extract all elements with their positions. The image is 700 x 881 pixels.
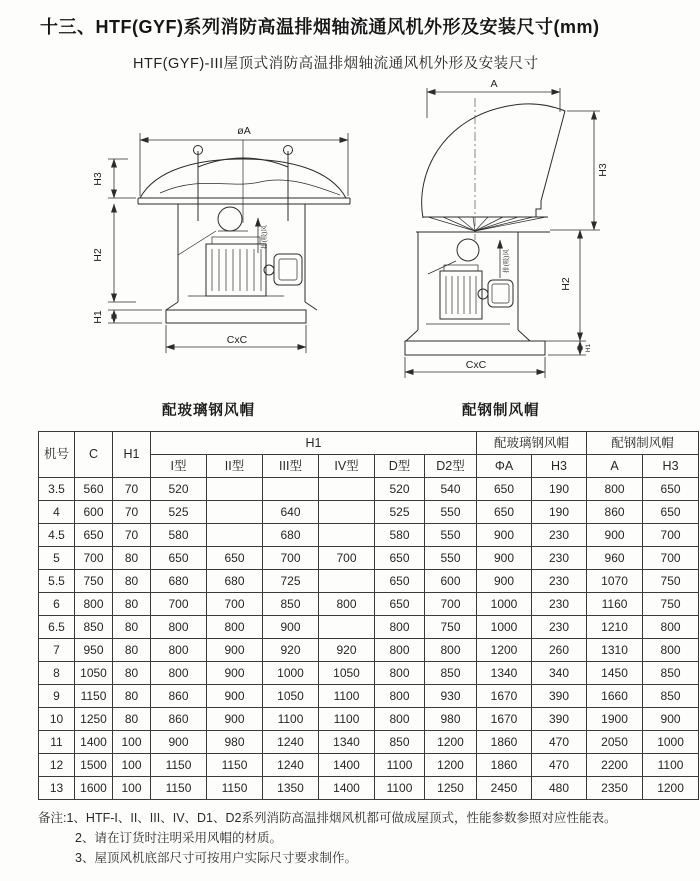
dimension-cell: 800 xyxy=(375,662,425,685)
dimension-cell: 230 xyxy=(532,524,587,547)
dimension-cell: 900 xyxy=(207,639,263,662)
steel-fan-drawing xyxy=(388,78,613,388)
dimension-cell: 800 xyxy=(319,593,375,616)
dimension-cell: 920 xyxy=(319,639,375,662)
dimension-cell xyxy=(319,478,375,501)
dimension-cell: 1250 xyxy=(425,777,477,800)
dimension-cell: 850 xyxy=(375,731,425,754)
fan-size-cell: 5 xyxy=(39,547,75,570)
dimension-cell: 900 xyxy=(643,708,699,731)
header-type-1: I型 xyxy=(151,455,207,478)
airflow-arrow xyxy=(258,218,268,253)
dimension-cell: 800 xyxy=(151,662,207,685)
fan-size-cell: 4.5 xyxy=(39,524,75,547)
dimension-cell: 525 xyxy=(375,501,425,524)
dimension-cell: 520 xyxy=(151,478,207,501)
steel-hood-caption: 配钢制风帽 xyxy=(462,403,540,419)
dimension-cell: 1150 xyxy=(75,685,113,708)
dimension-cell: 1240 xyxy=(263,731,319,754)
dimension-cell: 900 xyxy=(207,662,263,685)
dimension-cell: 80 xyxy=(113,662,151,685)
dimension-cell: 230 xyxy=(532,616,587,639)
header-type-4: IV型 xyxy=(319,455,375,478)
dimension-cell: 1100 xyxy=(375,754,425,777)
dimension-cell: 800 xyxy=(643,616,699,639)
diagram-fiberglass-hood xyxy=(88,103,378,363)
dimension-cell: 80 xyxy=(113,547,151,570)
dimension-cell: 650 xyxy=(151,547,207,570)
dim-label-h1: H1 xyxy=(92,310,104,324)
dimension-cell: 850 xyxy=(263,593,319,616)
table-row xyxy=(39,754,699,777)
dimension-h1-right xyxy=(548,341,592,355)
dimension-cell: 1050 xyxy=(263,685,319,708)
motor xyxy=(440,265,482,319)
dimension-cell: 1200 xyxy=(643,777,699,800)
dimension-cell: 800 xyxy=(375,616,425,639)
dimension-cell: 650 xyxy=(375,570,425,593)
dimension-cell: 650 xyxy=(375,593,425,616)
table-header-row-1 xyxy=(39,432,699,455)
dimension-h1-left xyxy=(92,310,162,324)
dimension-cell xyxy=(319,501,375,524)
header-type-d2: D2型 xyxy=(425,455,477,478)
dimension-cell: 1000 xyxy=(477,593,532,616)
dimension-cell: 1400 xyxy=(319,754,375,777)
dimension-cell: 100 xyxy=(113,777,151,800)
dimension-cell: 860 xyxy=(151,708,207,731)
dimension-cell: 1900 xyxy=(587,708,643,731)
notes-block xyxy=(38,812,678,872)
dimension-phiA xyxy=(140,125,348,196)
dimension-cell: 230 xyxy=(532,593,587,616)
dimension-cell: 700 xyxy=(643,524,699,547)
fiberglass-hood-outline xyxy=(138,140,350,223)
dimension-h2-right xyxy=(522,230,586,341)
dim-label-phiA: øA xyxy=(237,125,251,137)
dimension-cell: 700 xyxy=(75,547,113,570)
dimension-cell: 700 xyxy=(207,593,263,616)
dimension-cell: 800 xyxy=(375,685,425,708)
dimension-cell: 580 xyxy=(375,524,425,547)
dimension-cell: 600 xyxy=(425,570,477,593)
dimension-cell xyxy=(207,501,263,524)
dimension-cell: 850 xyxy=(75,616,113,639)
flow-direction-label: 排(吸)风 xyxy=(503,249,510,273)
header-a-steel: A xyxy=(587,455,643,478)
dimension-cell: 1210 xyxy=(587,616,643,639)
dimension-cell: 1150 xyxy=(207,777,263,800)
dimension-cell: 980 xyxy=(207,731,263,754)
dimension-cell: 640 xyxy=(263,501,319,524)
dimension-cell: 680 xyxy=(151,570,207,593)
header-type-2: II型 xyxy=(207,455,263,478)
dimension-cell: 390 xyxy=(532,708,587,731)
dimension-cell: 100 xyxy=(113,731,151,754)
note-line-1: 备注:1、HTF-I、II、III、IV、D1、D2系列消防高温排烟风机都可做成屋顶式，性能参数参照对应性能表。 xyxy=(38,811,617,825)
table-row xyxy=(39,616,699,639)
dimension-cell: 600 xyxy=(75,501,113,524)
dimension-cell: 800 xyxy=(375,708,425,731)
header-h3-fiberglass: H3 xyxy=(532,455,587,478)
dimension-cell: 750 xyxy=(425,616,477,639)
dimension-A xyxy=(427,78,560,118)
dimension-cell: 1500 xyxy=(75,754,113,777)
dimension-cell: 900 xyxy=(477,547,532,570)
dimension-cell: 470 xyxy=(532,754,587,777)
dimension-cell: 680 xyxy=(207,570,263,593)
dimension-cell: 190 xyxy=(532,501,587,524)
dim-label-cxc: CxC xyxy=(226,334,248,346)
dimension-cell: 850 xyxy=(643,662,699,685)
dimension-cell: 1250 xyxy=(75,708,113,731)
table-row xyxy=(39,478,699,501)
dim-label-h3: H3 xyxy=(92,172,104,186)
dimension-cell: 70 xyxy=(113,478,151,501)
dimension-cell xyxy=(207,524,263,547)
dimension-cell: 1100 xyxy=(263,708,319,731)
dimension-cell: 1310 xyxy=(587,639,643,662)
dimension-cell: 80 xyxy=(113,639,151,662)
dimension-cell: 800 xyxy=(643,639,699,662)
dimension-cell: 540 xyxy=(425,478,477,501)
motor xyxy=(206,237,266,296)
dimension-cell: 550 xyxy=(425,547,477,570)
dimension-cell: 1160 xyxy=(587,593,643,616)
dimension-cell: 750 xyxy=(643,570,699,593)
base-plate xyxy=(405,330,545,355)
dimension-cell: 930 xyxy=(425,685,477,708)
dimension-cell: 1670 xyxy=(477,708,532,731)
dimension-cell: 850 xyxy=(425,662,477,685)
dimension-cell: 860 xyxy=(151,685,207,708)
dimension-cell: 1200 xyxy=(425,731,477,754)
dimension-cell xyxy=(319,570,375,593)
dimension-cell: 1450 xyxy=(587,662,643,685)
header-steel-group: 配钢制风帽 xyxy=(587,432,699,455)
dimension-cell: 900 xyxy=(587,524,643,547)
dimension-cell: 650 xyxy=(477,478,532,501)
dimension-cell: 1200 xyxy=(477,639,532,662)
fan-size-cell: 10 xyxy=(39,708,75,731)
header-h1: H1 xyxy=(113,432,151,478)
dimension-h3-right xyxy=(550,111,609,230)
dimension-cell: 1100 xyxy=(319,685,375,708)
dimension-cell: 1050 xyxy=(319,662,375,685)
dimension-cell: 900 xyxy=(207,685,263,708)
table-row xyxy=(39,501,699,524)
junction-box xyxy=(478,280,513,307)
dimension-h2-left xyxy=(92,204,136,302)
dimension-cell: 700 xyxy=(151,593,207,616)
fan-size-cell: 8 xyxy=(39,662,75,685)
dim-label-A: A xyxy=(490,78,498,90)
dimension-cell: 1400 xyxy=(75,731,113,754)
header-h1-group: H1 xyxy=(151,432,477,455)
fan-body-section xyxy=(178,204,305,302)
dimension-cell: 850 xyxy=(643,685,699,708)
fan-size-cell: 6.5 xyxy=(39,616,75,639)
dimension-cell: 550 xyxy=(425,524,477,547)
note-line-2: 2、请在订货时注明采用风帽的材质。 xyxy=(75,831,282,846)
dimension-cell: 70 xyxy=(113,524,151,547)
fiberglass-hood-caption: 配玻璃钢风帽 xyxy=(162,403,255,419)
dimension-cell: 2200 xyxy=(587,754,643,777)
fan-body-section xyxy=(416,232,550,330)
header-fiberglass-group: 配玻璃钢风帽 xyxy=(477,432,587,455)
page-title: 十三、HTF(GYF)系列消防高温排烟轴流通风机外形及安装尺寸(mm) xyxy=(40,17,600,37)
dim-label-h2: H2 xyxy=(560,277,572,291)
dimension-cell xyxy=(207,478,263,501)
dimension-cell: 650 xyxy=(75,524,113,547)
dimension-cxc-left xyxy=(166,325,306,353)
airflow-arrow xyxy=(500,240,510,278)
dimension-cell: 1100 xyxy=(375,777,425,800)
dimension-cell: 900 xyxy=(207,708,263,731)
dimension-cell: 230 xyxy=(532,547,587,570)
dimension-cell: 650 xyxy=(375,547,425,570)
table-row xyxy=(39,547,699,570)
table-row xyxy=(39,570,699,593)
dimension-cell: 1400 xyxy=(319,777,375,800)
dimension-cell: 860 xyxy=(587,501,643,524)
dimension-cell xyxy=(319,524,375,547)
steel-hood-outline xyxy=(422,98,565,240)
fan-size-cell: 11 xyxy=(39,731,75,754)
dimension-cell: 560 xyxy=(75,478,113,501)
fan-size-cell: 4 xyxy=(39,501,75,524)
dimension-cell: 1860 xyxy=(477,754,532,777)
dimension-cell xyxy=(319,616,375,639)
dimension-cell: 580 xyxy=(151,524,207,547)
dimension-cell: 960 xyxy=(587,547,643,570)
table-row xyxy=(39,593,699,616)
note-line-3: 3、屋顶风机底部尺寸可按用户实际尺寸要求制作。 xyxy=(75,851,357,866)
dimension-cell: 900 xyxy=(477,524,532,547)
dimension-cell: 550 xyxy=(425,501,477,524)
dimension-cell: 70 xyxy=(113,501,151,524)
dimension-cell: 725 xyxy=(263,570,319,593)
dimension-cell: 2450 xyxy=(477,777,532,800)
dimension-cell: 1070 xyxy=(587,570,643,593)
dimension-cell: 525 xyxy=(151,501,207,524)
page-subtitle: HTF(GYF)-III屋顶式消防高温排烟轴流通风机外形及安装尺寸 xyxy=(133,56,539,72)
dim-label-h3: H3 xyxy=(597,163,609,177)
fan-size-cell: 5.5 xyxy=(39,570,75,593)
dimension-cell: 1000 xyxy=(263,662,319,685)
dimension-cell: 650 xyxy=(643,478,699,501)
dimension-cell: 1340 xyxy=(477,662,532,685)
dimension-cell: 800 xyxy=(375,639,425,662)
dimension-cell: 1240 xyxy=(263,754,319,777)
fan-size-cell: 9 xyxy=(39,685,75,708)
dimension-cell: 800 xyxy=(151,639,207,662)
dimension-cell: 390 xyxy=(532,685,587,708)
hood-bolt-right xyxy=(284,146,293,222)
dimension-cell: 80 xyxy=(113,616,151,639)
dimension-h3-left xyxy=(92,159,136,198)
dimension-cell: 980 xyxy=(425,708,477,731)
dimension-cell: 950 xyxy=(75,639,113,662)
dimension-cell: 800 xyxy=(75,593,113,616)
dimension-cell: 1000 xyxy=(643,731,699,754)
table-row xyxy=(39,685,699,708)
dimension-cell: 920 xyxy=(263,639,319,662)
dimension-cell: 1150 xyxy=(151,777,207,800)
table-row xyxy=(39,524,699,547)
dimension-cell: 80 xyxy=(113,685,151,708)
fan-dimension-table xyxy=(38,431,699,800)
header-phi-a: ΦA xyxy=(477,455,532,478)
header-c: C xyxy=(75,432,113,478)
dimension-cell: 520 xyxy=(375,478,425,501)
header-h3-steel: H3 xyxy=(643,455,699,478)
fan-size-cell: 6 xyxy=(39,593,75,616)
fan-size-cell: 3.5 xyxy=(39,478,75,501)
dimension-cell: 650 xyxy=(643,501,699,524)
dimension-cell: 1660 xyxy=(587,685,643,708)
dim-label-h2: H2 xyxy=(92,248,104,262)
dimension-cell: 900 xyxy=(263,616,319,639)
dimension-cxc-right xyxy=(405,357,545,378)
dimension-cell: 100 xyxy=(113,754,151,777)
dimension-cell: 1340 xyxy=(319,731,375,754)
dimension-cell: 650 xyxy=(477,501,532,524)
dimension-cell: 1050 xyxy=(75,662,113,685)
table-row xyxy=(39,777,699,800)
dimension-cell: 480 xyxy=(532,777,587,800)
header-type-d: D型 xyxy=(375,455,425,478)
dimension-cell: 80 xyxy=(113,593,151,616)
dimension-cell: 700 xyxy=(263,547,319,570)
dimension-cell: 700 xyxy=(319,547,375,570)
junction-box xyxy=(264,254,302,285)
dimension-cell: 650 xyxy=(207,547,263,570)
dimension-cell: 680 xyxy=(263,524,319,547)
dimension-cell: 900 xyxy=(151,731,207,754)
base-plate xyxy=(166,302,317,323)
dimension-cell: 1670 xyxy=(477,685,532,708)
dimension-cell: 700 xyxy=(643,547,699,570)
table-row xyxy=(39,662,699,685)
dimension-cell: 2050 xyxy=(587,731,643,754)
dimension-cell: 750 xyxy=(75,570,113,593)
dimension-cell: 1000 xyxy=(477,616,532,639)
dimension-cell: 1860 xyxy=(477,731,532,754)
dimension-cell: 800 xyxy=(207,616,263,639)
dimension-cell: 80 xyxy=(113,570,151,593)
fan-size-cell: 13 xyxy=(39,777,75,800)
dimension-cell: 260 xyxy=(532,639,587,662)
fan-size-cell: 12 xyxy=(39,754,75,777)
dimension-cell: 1150 xyxy=(151,754,207,777)
dimension-cell: 700 xyxy=(425,593,477,616)
dimension-cell: 800 xyxy=(425,639,477,662)
dim-label-cxc: CxC xyxy=(465,359,487,371)
dimension-cell: 1350 xyxy=(263,777,319,800)
hood-louver-rays xyxy=(428,217,546,231)
dimension-cell: 80 xyxy=(113,708,151,731)
dimension-cell: 750 xyxy=(643,593,699,616)
dimension-cell: 340 xyxy=(532,662,587,685)
flow-direction-label: 排(吸)风 xyxy=(261,225,268,249)
dimension-cell xyxy=(263,478,319,501)
dimension-cell: 1200 xyxy=(425,754,477,777)
dimension-cell: 900 xyxy=(477,570,532,593)
diagram-steel-hood xyxy=(388,78,613,388)
fan-size-cell: 7 xyxy=(39,639,75,662)
table-row xyxy=(39,639,699,662)
dimension-cell: 1600 xyxy=(75,777,113,800)
table-row xyxy=(39,708,699,731)
dimension-cell: 190 xyxy=(532,478,587,501)
dimension-cell: 1150 xyxy=(207,754,263,777)
dimension-cell: 1100 xyxy=(319,708,375,731)
fiberglass-fan-drawing xyxy=(88,103,378,363)
dimension-cell: 2350 xyxy=(587,777,643,800)
dimension-cell: 1100 xyxy=(643,754,699,777)
header-fan-size: 机号 xyxy=(39,432,75,478)
dimension-cell: 800 xyxy=(587,478,643,501)
table-row xyxy=(39,731,699,754)
header-type-3: III型 xyxy=(263,455,319,478)
dimension-cell: 230 xyxy=(532,570,587,593)
dim-label-h1: H1 xyxy=(585,343,592,353)
dimension-cell: 470 xyxy=(532,731,587,754)
dimension-cell: 800 xyxy=(151,616,207,639)
